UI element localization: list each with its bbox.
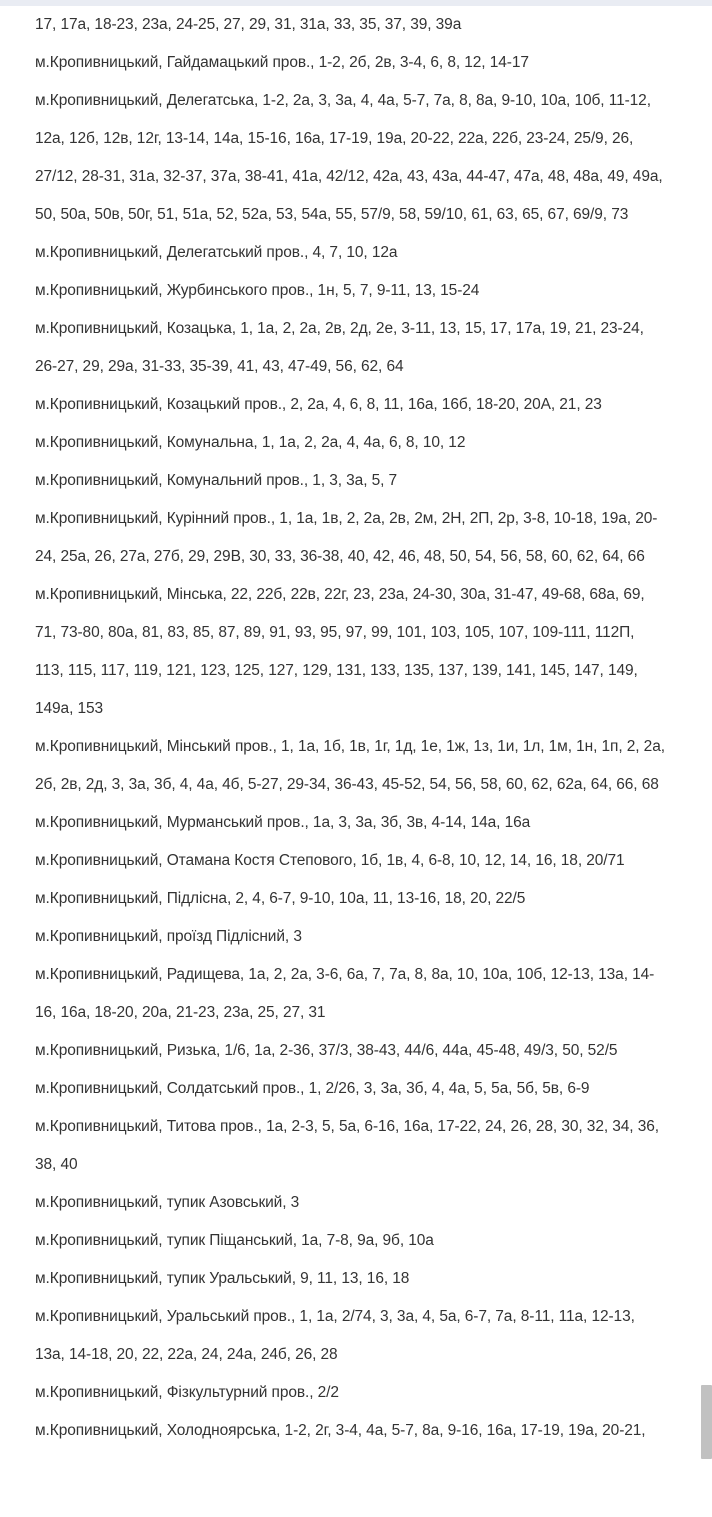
address-entry: м.Кропивницький, Комунальна, 1, 1а, 2, 2а, 4, 4а, 6, 8, 10, 12 (35, 434, 466, 451)
address-entry: м.Кропивницький, Уральський пров., 1, 1а, 2/74, 3, 3а, 4, 5а, 6-7, 7а, 8-11, 11а, 12-13, 13а, 14-18, 20, 22, 22а, 24, 24а, 24б, 26, 28 (35, 1308, 635, 1363)
address-entry: м.Кропивницький, тупик Азовський, 3 (35, 1194, 300, 1211)
address-entry: м.Кропивницький, Делегатська, 1-2, 2а, 3, 3а, 4, 4а, 5-7, 7а, 8, 8а, 9-10, 10а, 10б, 11-12, 12а, 12б, 12в, 12г, 13-14, 14а, 15-16, 16а, 17-19, 19а, 20-22, 22а, 22б, 23-24, 25/9, 26, 27/12, 28-31, 31а, 32-37, 37а, 38-41, 41а, 42/12, 42а, 43, 43а, 44-47, 47а, 48, 48а, 49, 49а, 50, 50а, 50в, 50г, 51, 51а, 52, 52а, 53, 54а, 55, 57/9, 58, 59/10, 61, 63, 65, 67, 69/9, 73 (35, 92, 663, 223)
address-entry: м.Кропивницький, проїзд Підлісний, 3 (35, 928, 302, 945)
address-entry: м.Кропивницький, Комунальний пров., 1, 3, 3а, 5, 7 (35, 472, 398, 489)
address-entry: м.Кропивницький, Титова пров., 1а, 2-3, 5, 5а, 6-16, 16а, 17-22, 24, 26, 28, 30, 32, 34, 36, 38, 40 (35, 1118, 659, 1173)
address-entry: м.Кропивницький, Мінський пров., 1, 1а, 1б, 1в, 1г, 1д, 1е, 1ж, 1з, 1и, 1л, 1м, 1н, 1п, 2, 2а, 2б, 2в, 2д, 3, 3а, 3б, 4, 4а, 4б, 5-27, 29-34, 36-43, 45-52, 54, 56, 58, 60, 62, 62а, 64, 66, 68 (35, 738, 665, 793)
address-entry: м.Кропивницький, Журбинського пров., 1н, 5, 7, 9-11, 13, 15-24 (35, 282, 480, 299)
address-entry: м.Кропивницький, Ризька, 1/6, 1а, 2-36, 37/3, 38-43, 44/6, 44а, 45-48, 49/3, 50, 52/5 (35, 1042, 618, 1059)
address-list (35, 6, 665, 1450)
address-entry: м.Кропивницький, тупик Уральський, 9, 11, 13, 16, 18 (35, 1270, 410, 1287)
scrollbar-thumb[interactable] (701, 1385, 712, 1459)
address-entry: м.Кропивницький, Козацька, 1, 1а, 2, 2а, 2в, 2д, 2е, 3-11, 13, 15, 17, 17а, 19, 21, 23-24, 26-27, 29, 29а, 31-33, 35-39, 41, 43, 47-49, 56, 62, 64 (35, 320, 644, 375)
address-entry: м.Кропивницький, Підлісна, 2, 4, 6-7, 9-10, 10а, 11, 13-16, 18, 20, 22/5 (35, 890, 526, 907)
address-entry: м.Кропивницький, Солдатський пров., 1, 2/26, 3, 3а, 3б, 4, 4а, 5, 5а, 5б, 5в, 6-9 (35, 1080, 590, 1097)
address-entry: м.Кропивницький, Фізкультурний пров., 2/2 (35, 1384, 339, 1401)
address-entry: 17, 17а, 18-23, 23а, 24-25, 27, 29, 31, 31а, 33, 35, 37, 39, 39а (35, 16, 462, 33)
address-entry: м.Кропивницький, Гайдамацький пров., 1-2, 2б, 2в, 3-4, 6, 8, 12, 14-17 (35, 54, 529, 71)
address-entry: м.Кропивницький, Курінний пров., 1, 1а, 1в, 2, 2а, 2в, 2м, 2Н, 2П, 2р, 3-8, 10-18, 19а, 20-24, 25а, 26, 27а, 27б, 29, 29В, 30, 33, 36-38, 40, 42, 46, 48, 50, 54, 56, 58, 60, 62, 64, 66 (35, 510, 658, 565)
address-entry: м.Кропивницький, Радищева, 1а, 2, 2а, 3-6, 6а, 7, 7а, 8, 8а, 10, 10а, 10б, 12-13, 13а, 14-16, 16а, 18-20, 20а, 21-23, 23а, 25, 27, 31 (35, 966, 655, 1021)
address-entry: м.Кропивницький, Делегатський пров., 4, 7, 10, 12а (35, 244, 398, 261)
address-entry: м.Кропивницький, Мурманський пров., 1а, 3, 3а, 3б, 3в, 4-14, 14а, 16а (35, 814, 531, 831)
address-entry: м.Кропивницький, Козацький пров., 2, 2а, 4, 6, 8, 11, 16а, 16б, 18-20, 20А, 21, 23 (35, 396, 602, 413)
address-entry: м.Кропивницький, Отамана Костя Степового, 1б, 1в, 4, 6-8, 10, 12, 14, 16, 18, 20/71 (35, 852, 625, 869)
address-entry: м.Кропивницький, Холодноярська, 1-2, 2г, 3-4, 4а, 5-7, 8а, 9-16, 16а, 17-19, 19а, 20-21, (35, 1422, 646, 1439)
address-entry: м.Кропивницький, Мінська, 22, 22б, 22в, 22г, 23, 23а, 24-30, 30а, 31-47, 49-68, 68а, 69, 71, 73-80, 80а, 81, 83, 85, 87, 89, 91, 93, 95, 97, 99, 101, 103, 105, 107, 109-111, 112П, 113, 115, 117, 119, 121, 123, 125, 127, 129, 131, 133, 135, 137, 139, 141, 145, 147, 149, 149а, 153 (35, 586, 645, 717)
address-entry: м.Кропивницький, тупик Піщанський, 1а, 7-8, 9а, 9б, 10а (35, 1232, 434, 1249)
